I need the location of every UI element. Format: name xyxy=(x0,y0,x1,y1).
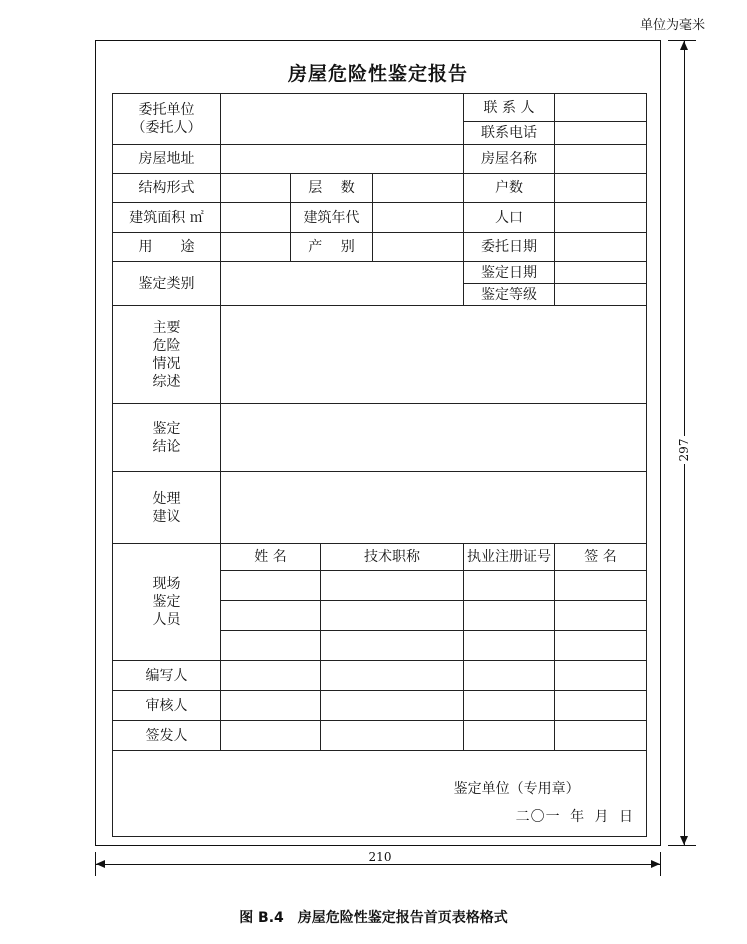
width-dimension-line xyxy=(95,864,661,865)
population-field[interactable] xyxy=(555,203,647,233)
col-sign-header: 签 名 xyxy=(555,544,647,571)
population-label: 人口 xyxy=(464,203,555,233)
height-arrow-down-icon xyxy=(680,836,688,845)
advice-label xyxy=(113,472,221,544)
danger-summary-line: 情况 xyxy=(152,355,181,372)
unit-note: 单位为毫米 xyxy=(639,18,705,33)
danger-summary-field[interactable] xyxy=(221,306,647,404)
floors-label: 层 数 xyxy=(291,174,373,203)
conclusion-line: 鉴定 xyxy=(152,420,181,437)
commission-date-field[interactable] xyxy=(555,233,647,262)
appraisal-date-label: 鉴定日期 xyxy=(464,262,555,284)
report-sheet xyxy=(95,40,661,846)
width-dimension-tick-right xyxy=(660,852,661,876)
col-title-header: 技术职称 xyxy=(321,544,464,571)
seal-area[interactable] xyxy=(113,751,647,837)
reviewer-name-field[interactable] xyxy=(221,691,321,721)
staff-title-field[interactable] xyxy=(321,571,464,601)
issuer-label: 签发人 xyxy=(113,721,221,751)
issuer-name-field[interactable] xyxy=(221,721,321,751)
appraisal-type-field[interactable] xyxy=(221,262,464,306)
col-cert-header: 执业注册证号 xyxy=(464,544,555,571)
width-arrow-right-icon xyxy=(651,860,660,868)
commission-date-label: 委托日期 xyxy=(464,233,555,262)
writer-name-field[interactable] xyxy=(221,661,321,691)
build-year-label: 建筑年代 xyxy=(291,203,373,233)
house-name-field[interactable] xyxy=(555,145,647,174)
height-arrow-up-icon xyxy=(680,41,688,50)
conclusion-field[interactable] xyxy=(221,404,647,472)
reviewer-cert-field[interactable] xyxy=(464,691,555,721)
staff-name-field[interactable] xyxy=(221,571,321,601)
appraisal-date-field[interactable] xyxy=(555,262,647,284)
staff-title-field[interactable] xyxy=(321,631,464,661)
report-form-table xyxy=(112,93,647,837)
staff-sign-field[interactable] xyxy=(555,571,647,601)
client-label-cell xyxy=(113,94,221,145)
danger-summary-label xyxy=(113,306,221,404)
date-line: 二〇一 年 月 日 xyxy=(515,809,634,825)
onsite-staff-line: 鉴定 xyxy=(152,594,181,610)
contact-phone-field[interactable] xyxy=(555,122,647,145)
height-dimension-tick-bottom xyxy=(668,845,696,846)
staff-cert-field[interactable] xyxy=(464,601,555,631)
advice-line: 建议 xyxy=(152,508,181,525)
onsite-staff-line: 现场 xyxy=(152,576,181,592)
staff-cert-field[interactable] xyxy=(464,571,555,601)
issuer-sign-field[interactable] xyxy=(555,721,647,751)
danger-summary-line: 综述 xyxy=(152,373,181,390)
client-label-sub: （委托人） xyxy=(131,120,202,136)
structure-label: 结构形式 xyxy=(113,174,221,203)
writer-title-field[interactable] xyxy=(321,661,464,691)
advice-field[interactable] xyxy=(221,472,647,544)
building-area-label: 建筑面积 ㎡ xyxy=(113,203,221,233)
col-name-header: 姓 名 xyxy=(221,544,321,571)
appraisal-grade-label: 鉴定等级 xyxy=(464,284,555,306)
writer-label: 编写人 xyxy=(113,661,221,691)
issuer-cert-field[interactable] xyxy=(464,721,555,751)
staff-sign-field[interactable] xyxy=(555,631,647,661)
staff-title-field[interactable] xyxy=(321,601,464,631)
floors-field[interactable] xyxy=(373,174,464,203)
figure-caption: 图 B.4 房屋危险性鉴定报告首页表格格式 xyxy=(239,910,508,926)
height-dimension-label: 297 xyxy=(670,436,698,464)
reviewer-sign-field[interactable] xyxy=(555,691,647,721)
usage-field[interactable] xyxy=(221,233,291,262)
danger-summary-line: 危险 xyxy=(152,337,181,354)
households-label: 户数 xyxy=(464,174,555,203)
staff-cert-field[interactable] xyxy=(464,631,555,661)
width-dimension-label: 210 xyxy=(360,850,400,864)
structure-field[interactable] xyxy=(221,174,291,203)
issuer-title-field[interactable] xyxy=(321,721,464,751)
staff-name-field[interactable] xyxy=(221,601,321,631)
writer-cert-field[interactable] xyxy=(464,661,555,691)
property-type-label: 产 别 xyxy=(291,233,373,262)
usage-label: 用 途 xyxy=(113,233,221,262)
reviewer-label: 审核人 xyxy=(113,691,221,721)
conclusion-line: 结论 xyxy=(152,438,181,455)
writer-sign-field[interactable] xyxy=(555,661,647,691)
property-type-field[interactable] xyxy=(373,233,464,262)
staff-name-field[interactable] xyxy=(221,631,321,661)
reviewer-title-field[interactable] xyxy=(321,691,464,721)
build-year-field[interactable] xyxy=(373,203,464,233)
house-address-field[interactable] xyxy=(221,145,464,174)
client-label: 委托单位 xyxy=(138,102,195,118)
advice-line: 处理 xyxy=(152,490,181,507)
contact-phone-label: 联系电话 xyxy=(464,122,555,145)
contact-person-label: 联 系 人 xyxy=(464,94,555,122)
appraisal-grade-field[interactable] xyxy=(555,284,647,306)
conclusion-label xyxy=(113,404,221,472)
house-address-label: 房屋地址 xyxy=(113,145,221,174)
appraisal-type-label: 鉴定类别 xyxy=(113,262,221,306)
unit-seal-label: 鉴定单位（专用章） xyxy=(453,781,580,797)
households-field[interactable] xyxy=(555,174,647,203)
house-name-label: 房屋名称 xyxy=(464,145,555,174)
sign-block xyxy=(454,780,634,826)
staff-sign-field[interactable] xyxy=(555,601,647,631)
onsite-staff-label xyxy=(113,544,221,661)
client-field[interactable] xyxy=(221,94,464,145)
width-arrow-left-icon xyxy=(96,860,105,868)
onsite-staff-line: 人员 xyxy=(152,612,181,628)
danger-summary-line: 主要 xyxy=(152,319,181,336)
building-area-field[interactable] xyxy=(221,203,291,233)
form-title: 房屋危险性鉴定报告 xyxy=(287,63,468,85)
contact-person-field[interactable] xyxy=(555,94,647,122)
